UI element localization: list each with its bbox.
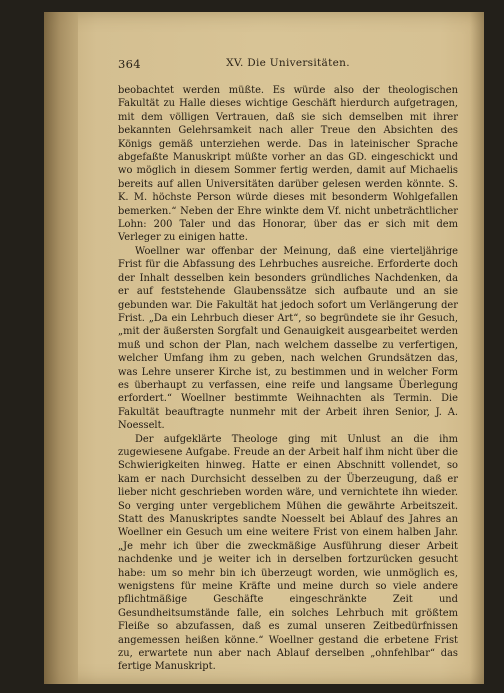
paragraph: beobachtet werden müßte. Es würde also der theologischen Fakultät zu Halle dieses wichtige Geschäft hierdurch aufgetragen, mit dem völligen Vertrauen, daß sie sich demselben mit ihrer bekannten Gelehrsamkeit nach aller Treue den Absichten des Königs gemäß unterziehen werde. Das in lateinischer Sprache abgefaßte Manuskript müßte vorher an das GD. eingeschickt und wo möglich in diesem Sommer fertig werden, damit auf Michaelis bereits auf allen Universitäten darüber gelesen werden könnte. S. K. M. höchste Person würde dieses mit besonderm Wohlgefallen bemerken.“ Neben der Ehre winkte dem Vf. nicht unbeträchtlicher Lohn: 200 Taler und das Honorar, über das er sich mit dem Verleger zu einigen hatte. — [118, 85, 458, 244]
page-edge-shadow — [470, 12, 484, 684]
page-number: 364 — [118, 57, 141, 71]
page-header — [118, 57, 458, 71]
body-text — [118, 84, 458, 674]
paragraph: Der aufgeklärte Theologe ging mit Unlust an die ihm zugewiesene Aufgabe. Freude an der Arbeit half ihm nicht über die Schwierigkeiten hinweg. Hatte er einen Abschnitt vollendet, so kam er nach Durchsicht desselben zu der Überzeugung, daß er lieber nicht geschrieben worden wäre, und vernichtete ihn wieder. So verging unter vergeblichem Mühen die gewährte Arbeitszeit. Statt des Manuskriptes sandte Noesselt bei Ablauf des Jahres an Woellner ein Gesuch um eine weitere Frist von einem halben Jahr. „Je mehr ich über die zweckmäßige Ausführung dieser Arbeit nachdenke und je weiter ich in derselben fortzurücken gesucht habe: um so mehr bin ich überzeugt worden, wie unmöglich es, wenigstens für meine Kräfte und meine durch so viele andere pflichtmäßige Geschäfte eingeschränkte Zeit und Gesundheitsumstände falle, ein solches Lehrbuch mit größtem Fleiße so abzufassen, daß es zumal unseren Zeitbedürfnissen angemessen heißen könne.“ Woellner gestand die erbetene Frist zu, erwartete nun aber nach Ablauf derselben „ohnfehlbar“ das fertige Manuskript. — [118, 433, 458, 673]
paragraph: Woellner war offenbar der Meinung, daß eine vierteljährige Frist für die Abfassung des Lehrbuches ausreiche. Erforderte doch der Inhalt desselben kein besonders gründliches Nachdenken, da er auf feststehende Glaubenssätze sich aufbaute und an sie gebunden war. Die Fakultät hat jedoch sofort um Verlängerung der Frist. „Da ein Lehrbuch dieser Art“, so begründete sie ihr Gesuch, „mit der äußersten Sorgfalt und Genauigkeit ausgearbeitet werden muß und schon der Plan, nach welchem dasselbe zu verfertigen, welcher Umfang ihm zu geben, nach welchen Grundsätzen das, was Lehre unserer Kirche ist, zu bestimmen und in welcher Form es überhaupt zu verfassen, eine reife und langsame Überlegung erfordert.“ Woellner bestimmte Weihnachten als Termin. Die Fakultät beauftragte nunmehr mit der Arbeit ihren Senior, J. A. Noesselt. — [118, 245, 458, 432]
page-binding-shadow — [44, 12, 78, 684]
running-head: XV. Die Universitäten. — [226, 57, 350, 69]
